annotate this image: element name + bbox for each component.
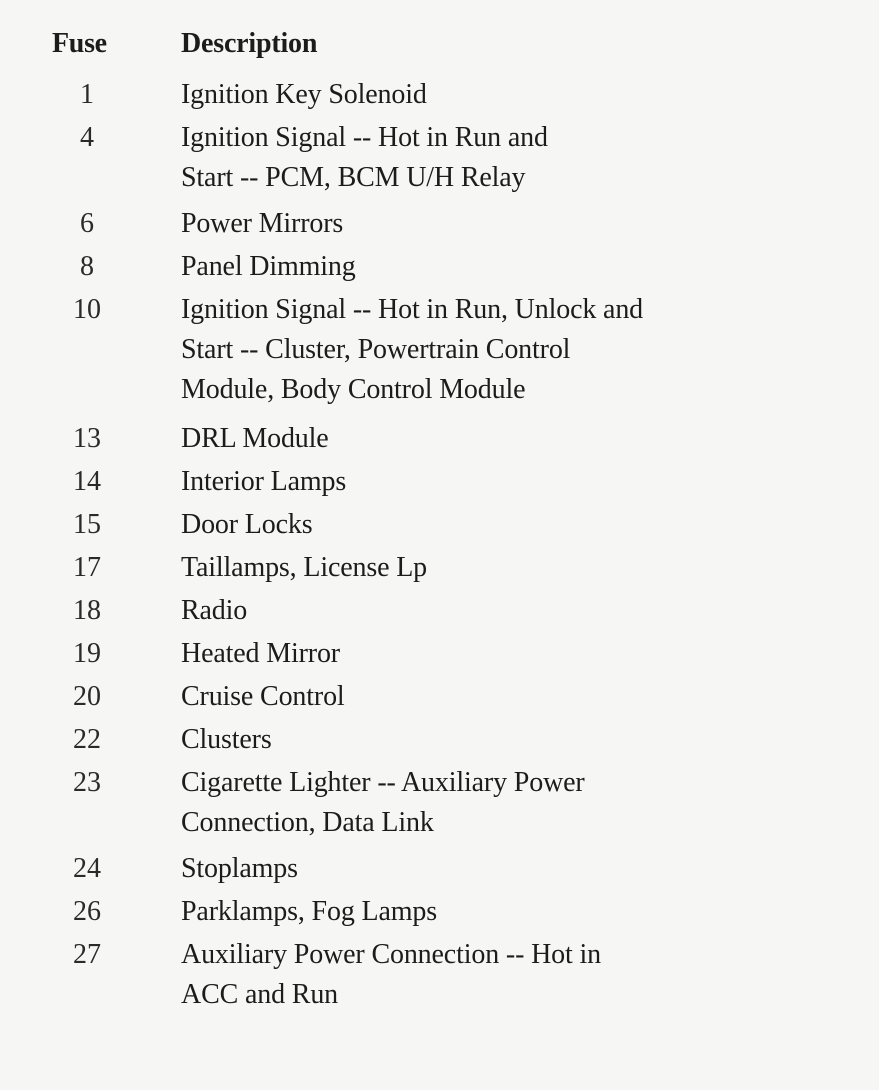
fuse-number: 20 [73,681,101,712]
description-line: Cigarette Lighter -- Auxiliary Power [181,767,585,798]
description-line: Cruise Control [181,681,345,712]
fuse-number: 19 [73,638,101,669]
fuse-description [181,75,861,115]
table-row [0,118,879,204]
table-row [0,75,879,118]
description-line: Connection, Data Link [181,807,434,838]
fuse-description [181,462,861,502]
fuse-number: 18 [73,595,101,626]
table-row [0,634,879,677]
fuse-column-header: Fuse [52,28,107,59]
fuse-number: 4 [80,122,94,153]
table-row [0,247,879,290]
fuse-description [181,720,861,760]
table-row [0,204,879,247]
table-row [0,935,879,1021]
fuse-description [181,247,861,287]
description-line: Power Mirrors [181,208,344,239]
description-line: Heated Mirror [181,638,340,669]
fuse-description [181,591,861,631]
fuse-number: 17 [73,552,101,583]
table-header [0,28,879,68]
fuse-description [181,677,861,717]
fuse-description [181,419,861,459]
fuse-number: 22 [73,724,101,755]
description-line: Taillamps, License Lp [181,552,428,583]
table-row [0,763,879,849]
description-line: Radio [181,595,248,626]
fuse-description [181,935,861,1015]
fuse-number: 15 [73,509,101,540]
table-row [0,505,879,548]
fuse-description [181,892,861,932]
fuse-number: 14 [73,466,101,497]
fuse-description [181,204,861,244]
table-row [0,290,879,419]
fuse-description [181,849,861,889]
fuse-description [181,118,861,198]
fuse-description [181,634,861,674]
description-line: Start -- PCM, BCM U/H Relay [181,162,526,193]
table-row [0,591,879,634]
fuse-number: 1 [80,79,94,110]
fuse-number: 27 [73,939,101,970]
fuse-description [181,505,861,545]
fuse-description [181,763,861,843]
fuse-number: 8 [80,251,94,282]
table-row [0,720,879,763]
table-row [0,892,879,935]
fuse-number: 26 [73,896,101,927]
table-row [0,548,879,591]
fuse-number: 13 [73,423,101,454]
table-row [0,419,879,462]
description-line: Ignition Signal -- Hot in Run and [181,122,548,153]
description-line: Module, Body Control Module [181,374,526,405]
fuse-number: 6 [80,208,94,239]
description-line: ACC and Run [181,979,339,1010]
description-line: DRL Module [181,423,329,454]
fuse-number: 10 [73,294,101,325]
description-line: Ignition Signal -- Hot in Run, Unlock and [181,294,644,325]
table-body [0,75,879,1021]
table-row [0,849,879,892]
fuse-description [181,548,861,588]
description-line: Auxiliary Power Connection -- Hot in [181,939,601,970]
description-column-header: Description [181,28,318,59]
table-row [0,462,879,505]
table-row [0,677,879,720]
description-line: Panel Dimming [181,251,356,282]
description-line: Clusters [181,724,272,755]
description-line: Ignition Key Solenoid [181,79,427,110]
description-line: Parklamps, Fog Lamps [181,896,437,927]
description-line: Door Locks [181,509,313,540]
description-line: Start -- Cluster, Powertrain Control [181,334,571,365]
fuse-number: 23 [73,767,101,798]
description-line: Stoplamps [181,853,298,884]
fuse-number: 24 [73,853,101,884]
fuse-description [181,290,861,410]
description-line: Interior Lamps [181,466,347,497]
